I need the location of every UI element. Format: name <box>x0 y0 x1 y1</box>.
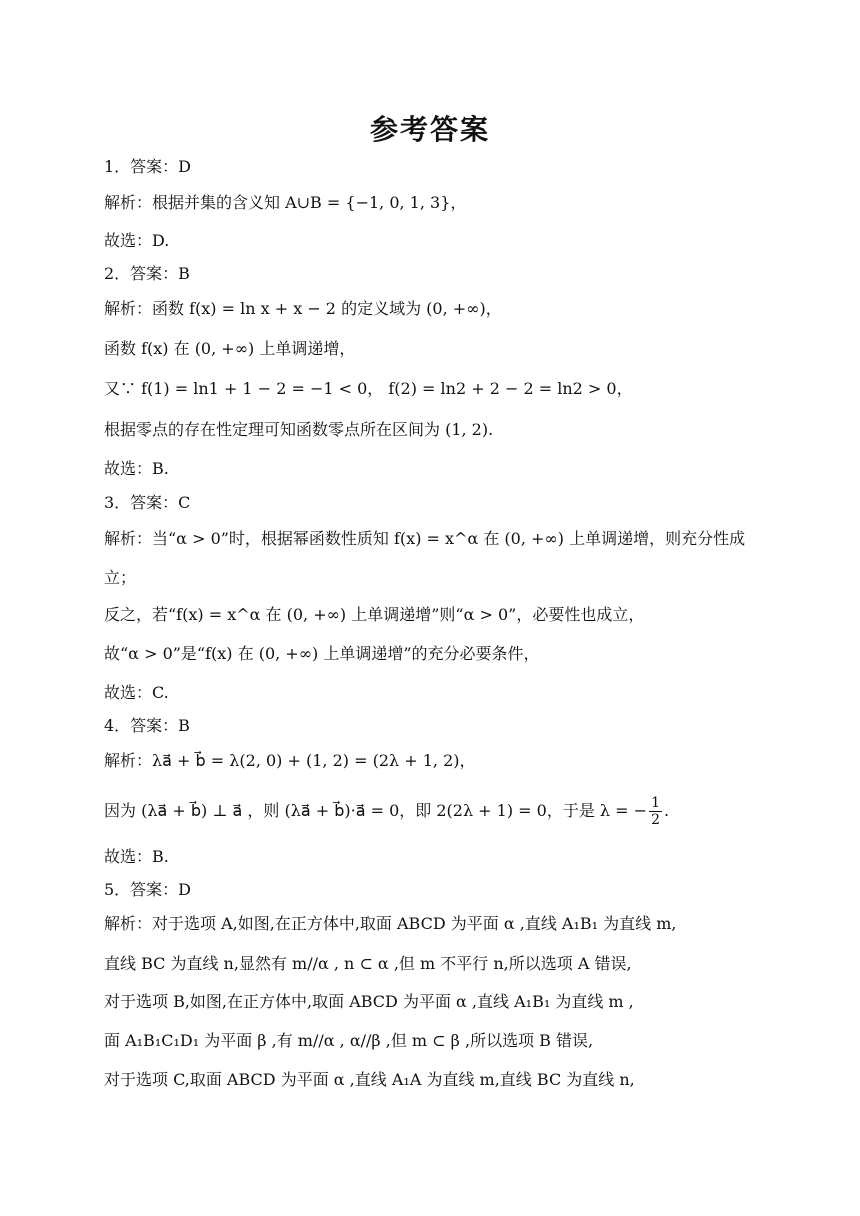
q2-analysis-line4: 根据零点的存在性定理可知函数零点所在区间为 (1, 2). <box>104 420 494 439</box>
fraction-one-half <box>649 795 662 828</box>
q4-analysis-text: 因为 (λa⃗ + b⃗) ⊥ a⃗ ，则 (λa⃗ + b⃗)·a⃗ = 0，即 2(2λ + 1) = 0，于是 λ = − <box>104 801 648 820</box>
fraction-numerator: 1 <box>651 795 660 811</box>
q5-answer: 5．答案：D <box>104 880 192 899</box>
q4-analysis-line2 <box>104 795 669 828</box>
q4-answer: 4．答案：B <box>104 716 190 735</box>
q3-analysis-line1: 解析：当“α > 0”时，根据幂函数性质知 f(x) = x^α 在 (0, +∞) 上单调递增，则充分性成 <box>104 529 746 548</box>
q2-analysis-line2: 函数 f(x) 在 (0, +∞) 上单调递增， <box>104 339 356 358</box>
q2-analysis-line3: 又∵ f(1) = ln1 + 1 − 2 = −1 < 0， f(2) = ln2 + 2 − 2 = ln2 > 0， <box>104 379 633 398</box>
q5-analysis-line5: 对于选项 C,取面 ABCD 为平面 α ,直线 A₁A 为直线 m,直线 BC 为直线 n, <box>104 1070 635 1089</box>
q5-analysis-line1: 解析：对于选项 A,如图,在正方体中,取面 ABCD 为平面 α ,直线 A₁B₁ 为直线 m, <box>104 914 677 933</box>
q2-analysis-line1: 解析：函数 f(x) = ln x + x − 2 的定义域为 (0, +∞)， <box>104 299 502 318</box>
fraction-suffix: . <box>663 801 670 820</box>
q4-choice: 故选：B. <box>104 847 169 866</box>
q1-analysis: 解析：根据并集的含义知 A∪B = {−1, 0, 1, 3}， <box>104 193 467 212</box>
q5-analysis-line2: 直线 BC 为直线 n,显然有 m//α , n ⊂ α ,但 m 不平行 n,所以选项 A 错误, <box>104 954 632 973</box>
q3-analysis-line3: 反之，若“f(x) = x^α 在 (0, +∞) 上单调递增”则“α > 0”，必要性也成立， <box>104 605 645 624</box>
q2-answer: 2．答案：B <box>104 264 190 283</box>
q3-analysis-line4: 故“α > 0”是“f(x) 在 (0, +∞) 上单调递增”的充分必要条件， <box>104 644 540 663</box>
q1-answer: 1．答案：D <box>104 157 192 176</box>
q2-choice: 故选：B. <box>104 459 169 478</box>
q3-answer: 3．答案：C <box>104 493 191 512</box>
q5-analysis-line3: 对于选项 B,如图,在正方体中,取面 ABCD 为平面 α ,直线 A₁B₁ 为直线 m , <box>104 992 634 1011</box>
q3-choice: 故选：C. <box>104 683 169 702</box>
q3-analysis-line2: 立； <box>104 568 137 587</box>
q5-analysis-line4: 面 A₁B₁C₁D₁ 为平面 β ,有 m//α , α//β ,但 m ⊂ β ,所以选项 B 错误, <box>104 1031 594 1050</box>
page-title: 参考答案 <box>369 113 490 146</box>
fraction-denominator: 2 <box>651 812 660 828</box>
q1-choice: 故选：D. <box>104 231 170 250</box>
q4-analysis-line1: 解析：λa⃗ + b⃗ = λ(2, 0) + (1, 2) = (2λ + 1, 2)， <box>104 751 476 770</box>
